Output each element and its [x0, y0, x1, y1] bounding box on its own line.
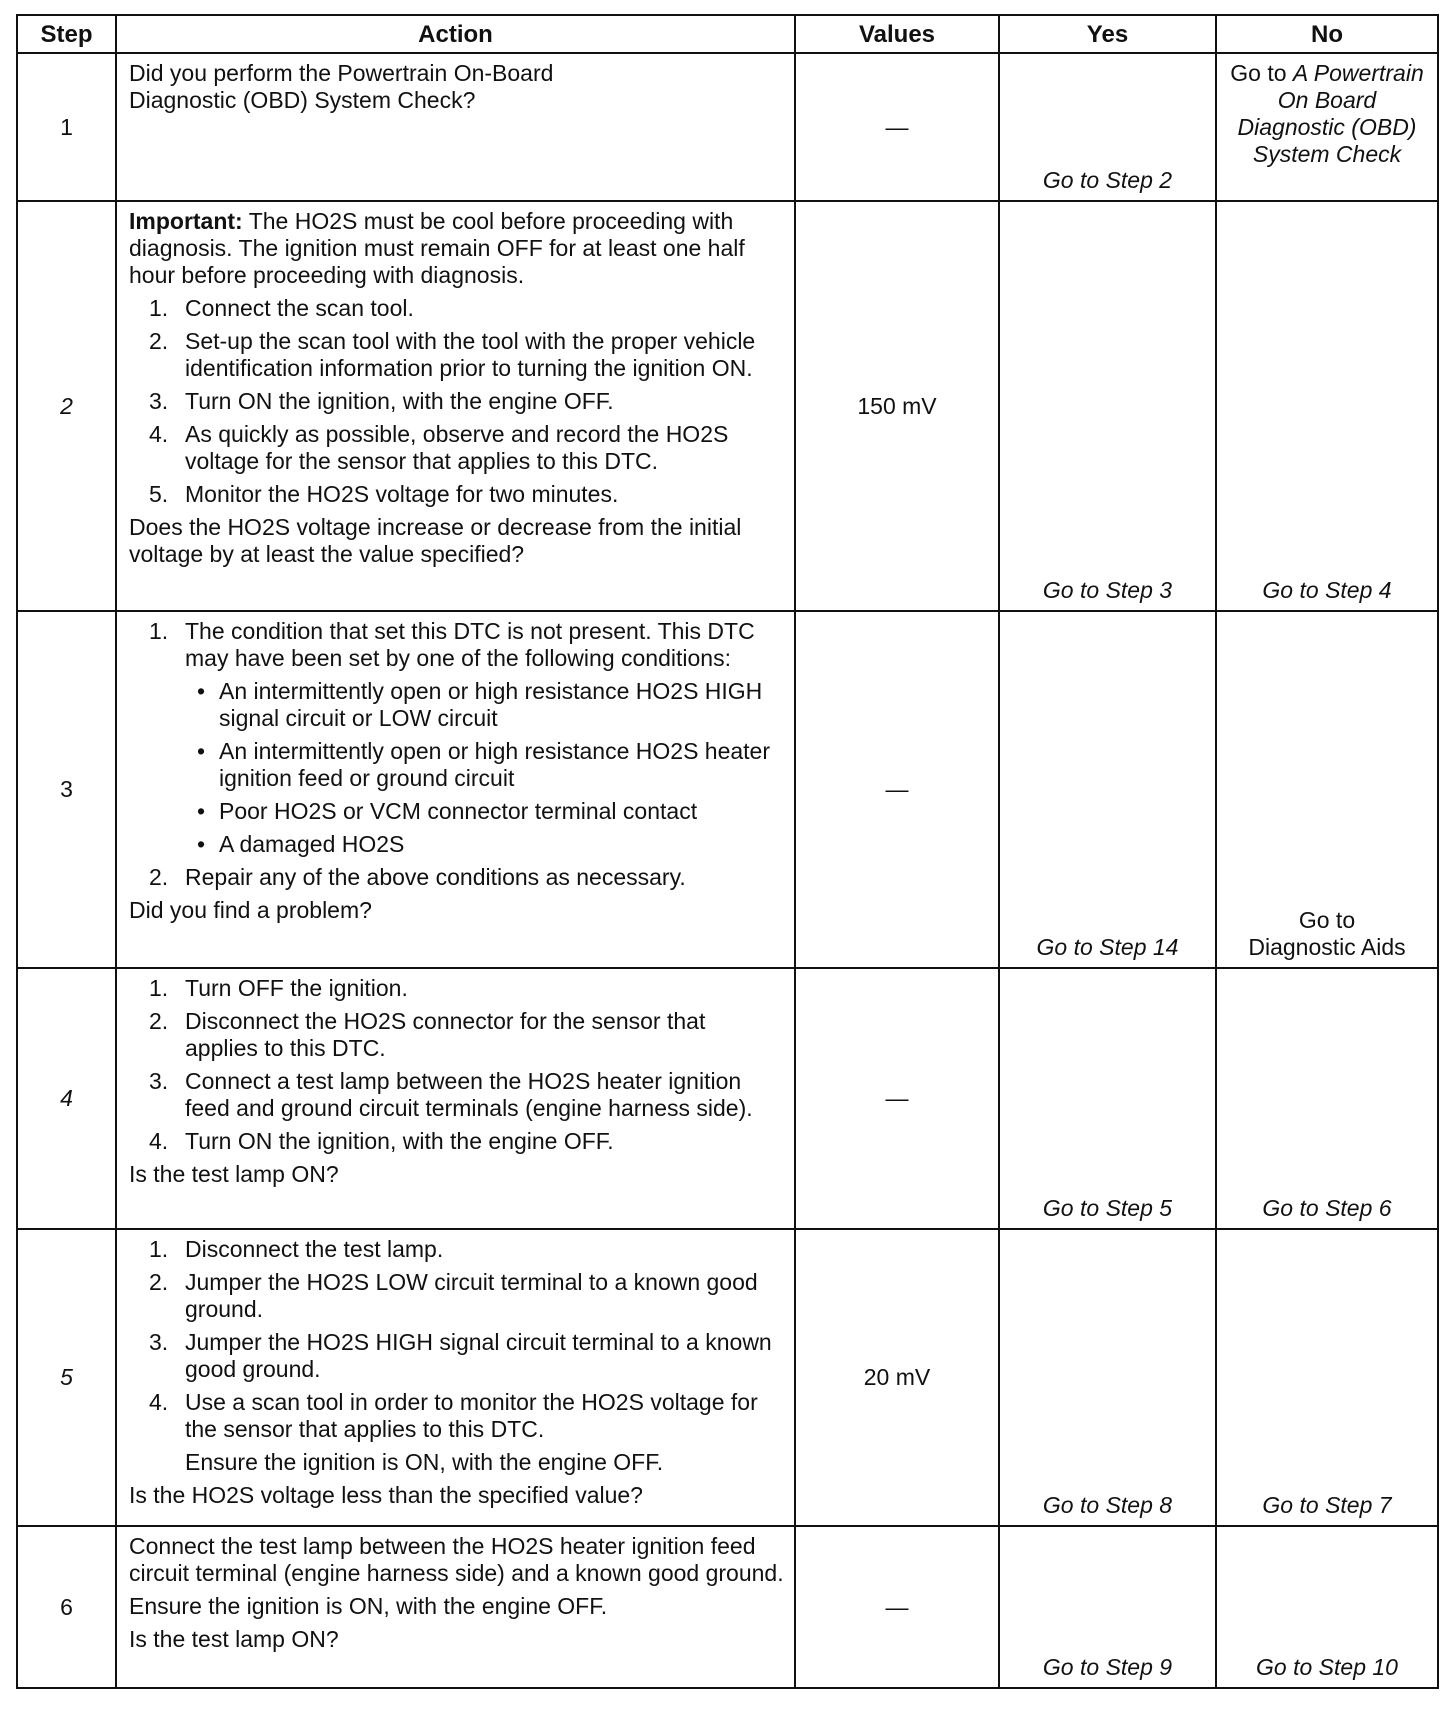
- no-cell: [1216, 1526, 1438, 1688]
- list-item: [129, 1068, 784, 1122]
- item-text: Disconnect the HO2S connector for the sensor that applies to this DTC.: [185, 1008, 706, 1061]
- header-step: Step: [17, 15, 116, 53]
- no-cell: [1216, 611, 1438, 968]
- list-item: [129, 481, 784, 508]
- goto-link: Go to Step 5: [1042, 1195, 1173, 1221]
- item-text: The condition that set this DTC is not present. This DTC may have been set by one of the following conditions:: [185, 618, 755, 671]
- action-cell: [116, 53, 795, 201]
- action-note: Ensure the ignition is ON, with the engine OFF.: [185, 1449, 664, 1475]
- item-text: Monitor the HO2S voltage for two minutes.: [185, 481, 619, 507]
- list-item: [129, 864, 784, 891]
- yes-cell: [999, 201, 1216, 611]
- step-list: [129, 1236, 784, 1443]
- step-number-text: 2: [60, 392, 73, 419]
- step-list: [129, 975, 784, 1155]
- no-cell: [1216, 201, 1438, 611]
- item-text: Connect a test lamp between the HO2S heater ignition feed and ground circuit terminals (engine harness side).: [185, 1068, 753, 1121]
- goto-link: Go to Step 7: [1262, 1492, 1392, 1518]
- list-item: [129, 1128, 784, 1155]
- item-number: 5.: [149, 481, 169, 507]
- goto-link: A Powertrain On Board Diagnostic (OBD) System Check: [1237, 60, 1424, 167]
- item-number: 2.: [149, 1008, 169, 1034]
- item-text: Use a scan tool in order to monitor the HO2S voltage for the sensor that applies to this DTC.: [185, 1389, 758, 1442]
- yes-cell: [999, 1229, 1216, 1526]
- item-text: Turn OFF the ignition.: [185, 975, 408, 1001]
- goto-target: Diagnostic Aids: [1248, 934, 1406, 960]
- bullet-item: • An intermittently open or high resistance HO2S heater ignition feed or ground circuit: [185, 738, 784, 792]
- no-cell: [1216, 53, 1438, 201]
- action-cell: [116, 1229, 795, 1526]
- value-cell: —: [795, 53, 999, 201]
- step-number-text: 4: [60, 1085, 73, 1111]
- step-number: [17, 968, 116, 1229]
- diagnostic-table: [16, 14, 1439, 1689]
- header-no: No: [1216, 15, 1438, 53]
- list-item: [129, 295, 784, 322]
- item-number: 2.: [149, 328, 169, 354]
- goto-link: Go to Step 9: [1042, 1654, 1173, 1680]
- item-text: Disconnect the test lamp.: [185, 1236, 444, 1262]
- no-cell: [1216, 968, 1438, 1229]
- item-number: 3.: [149, 1068, 169, 1094]
- important-note: [129, 208, 784, 289]
- table-row-step-1: [17, 53, 1438, 201]
- no-cell: [1216, 1229, 1438, 1526]
- goto-link: Go to Step 3: [1042, 577, 1173, 603]
- list-item: [129, 1236, 784, 1263]
- bullet-item: • A damaged HO2S: [185, 831, 784, 858]
- bullet-item: • Poor HO2S or VCM connector terminal contact: [185, 798, 784, 825]
- important-label: Important:: [129, 208, 243, 234]
- list-item: [129, 1329, 784, 1383]
- action-cell: [116, 968, 795, 1229]
- condition-list: [185, 678, 784, 858]
- goto-link: Go to Step 14: [1036, 934, 1179, 960]
- value-cell: —: [795, 1526, 999, 1688]
- item-number: 3.: [149, 1329, 169, 1355]
- action-question: Did you perform the Powertrain On-Board Diagnostic (OBD) System Check?: [129, 60, 554, 113]
- item-number: 3.: [149, 388, 169, 414]
- table-row-step-2: [17, 201, 1438, 611]
- header-values: Values: [795, 15, 999, 53]
- step-number: 1: [17, 53, 116, 201]
- item-number: 4.: [149, 1389, 169, 1415]
- action-question: Did you find a problem?: [129, 897, 372, 923]
- step-number: 6: [17, 1526, 116, 1688]
- bullet-item: • An intermittently open or high resistance HO2S HIGH signal circuit or LOW circuit: [185, 678, 784, 732]
- action-question: Does the HO2S voltage increase or decrease from the initial voltage by at least the value specified?: [129, 514, 742, 567]
- list-item: [129, 975, 784, 1002]
- item-number: 4.: [149, 1128, 169, 1154]
- step-number: 3: [17, 611, 116, 968]
- header-row: [17, 15, 1438, 53]
- header-action: Action: [116, 15, 795, 53]
- list-item: [129, 1389, 784, 1443]
- action-note: Ensure the ignition is ON, with the engine OFF.: [129, 1593, 608, 1619]
- item-number: 1.: [149, 295, 169, 321]
- yes-cell: [999, 1526, 1216, 1688]
- action-text: Connect the test lamp between the HO2S heater ignition feed circuit terminal (engine harness side) and a known good ground.: [129, 1533, 784, 1586]
- item-number: 2.: [149, 1269, 169, 1295]
- item-text: Repair any of the above conditions as necessary.: [185, 864, 686, 890]
- action-question: Is the test lamp ON?: [129, 1626, 339, 1652]
- item-number: 1.: [149, 618, 169, 644]
- table-row-step-4: [17, 968, 1438, 1229]
- goto-link: Go to Step 6: [1262, 1195, 1392, 1221]
- item-number: 1.: [149, 975, 169, 1001]
- item-text: Jumper the HO2S LOW circuit terminal to a known good ground.: [185, 1269, 758, 1322]
- step-number-text: 5: [60, 1364, 73, 1390]
- table-row-step-5: [17, 1229, 1438, 1526]
- table-row-step-6: [17, 1526, 1438, 1688]
- list-item: [129, 1269, 784, 1323]
- list-item: [129, 1008, 784, 1062]
- list-item: [129, 618, 784, 858]
- list-item: [129, 421, 784, 475]
- action-cell: [116, 201, 795, 611]
- item-text: Jumper the HO2S HIGH signal circuit terminal to a known good ground.: [185, 1329, 772, 1382]
- header-yes: Yes: [999, 15, 1216, 53]
- action-cell: [116, 611, 795, 968]
- table-row-step-3: [17, 611, 1438, 968]
- goto-link: Go to Step 8: [1042, 1492, 1173, 1518]
- list-item: [129, 328, 784, 382]
- item-text: Turn ON the ignition, with the engine OFF.: [185, 1128, 614, 1154]
- yes-cell: [999, 968, 1216, 1229]
- step-number: [17, 201, 116, 611]
- important-text: The HO2S must be cool before proceeding with diagnosis. The ignition must remain OFF for at least one half hour before proceeding with diagnosis.: [129, 208, 745, 288]
- list-item: [129, 388, 784, 415]
- step-list: [129, 295, 784, 508]
- goto-prefix: Go to: [1230, 60, 1287, 86]
- step-list: [129, 618, 784, 891]
- item-number: 4.: [149, 421, 169, 447]
- goto-link: Go to Step 10: [1256, 1654, 1398, 1680]
- item-text: Connect the scan tool.: [185, 295, 414, 321]
- item-text: Set-up the scan tool with the tool with the proper vehicle identification information prior to turning the ignition ON.: [185, 328, 756, 381]
- step-number: [17, 1229, 116, 1526]
- item-text: As quickly as possible, observe and record the HO2S voltage for the sensor that applies to this DTC.: [185, 421, 729, 474]
- goto-link: Go to Step 2: [1042, 167, 1173, 193]
- value-cell: —: [795, 611, 999, 968]
- action-question: Is the test lamp ON?: [129, 1161, 339, 1187]
- goto-prefix: Go to: [1298, 907, 1356, 933]
- action-cell: [116, 1526, 795, 1688]
- item-number: 2.: [149, 864, 169, 890]
- action-question: Is the HO2S voltage less than the specified value?: [129, 1482, 643, 1508]
- value-cell: —: [795, 968, 999, 1229]
- value-cell: 150 mV: [795, 201, 999, 611]
- item-text: Turn ON the ignition, with the engine OFF.: [185, 388, 614, 414]
- goto-link: Go to Step 4: [1262, 577, 1392, 603]
- item-number: 1.: [149, 1236, 169, 1262]
- yes-cell: [999, 611, 1216, 968]
- yes-cell: [999, 53, 1216, 201]
- value-cell: 20 mV: [795, 1229, 999, 1526]
